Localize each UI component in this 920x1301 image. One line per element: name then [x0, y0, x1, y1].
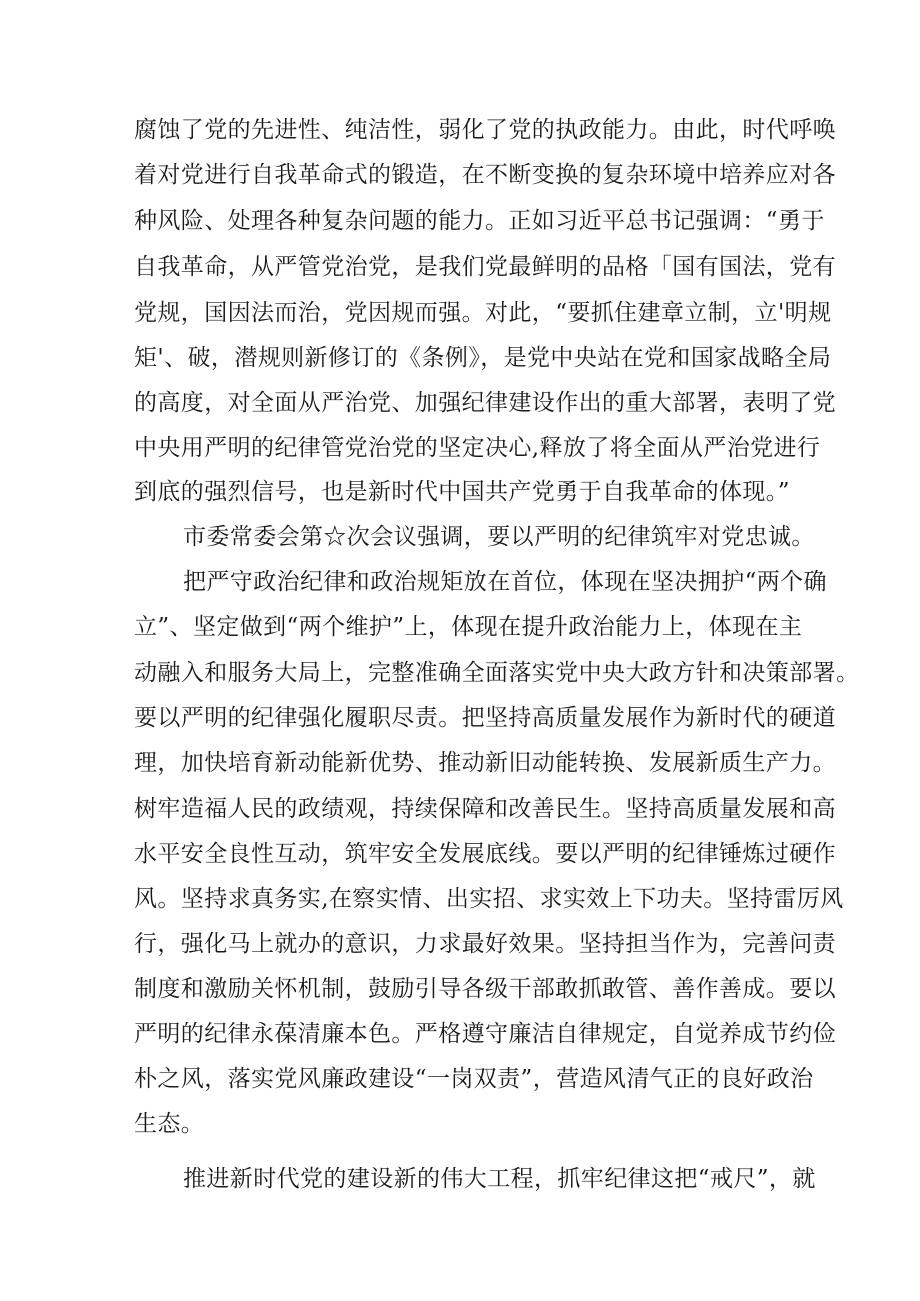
text-line: 生态。 [134, 1111, 205, 1137]
text-line: 的高度，对全面从严治党、加强纪律建设作出的重大部署，表明了党 [134, 390, 836, 416]
text-line: 着对党进行自我革命式的锻造，在不断变换的复杂环境中培养应对各 [134, 162, 836, 188]
text-line: 矩'、破，潜规则新修订的《条例》，是党中央站在党和国家战略全局 [134, 345, 832, 371]
text-line: 水平安全良性互动，筑牢安全发展底线。要以严明的纪律锤炼过硬作 [134, 841, 836, 867]
text-line: 行，强化马上就办的意识，力求最好效果。坚持担当作为，完善问责 [134, 931, 836, 957]
text-line: 要以严明的纪律强化履职尽责。把坚持高质量发展作为新时代的硬道 [134, 705, 836, 731]
text-line: 党规，国因法而治，党因规而强。对此，“要抓住建章立制，立'明规 [134, 300, 832, 326]
text-line: 风。坚持求真务实,在察实情、出实招、求实效上下功夫。坚持雷厉风 [134, 886, 844, 912]
text-line: 腐蚀了党的先进性、纯洁性，弱化了党的执政能力。由此，时代呼唤 [134, 117, 836, 143]
text-line: 树牢造福人民的政绩观，持续保障和改善民生。坚持高质量发展和高 [134, 796, 836, 822]
text-line: 中央用严明的纪律管党治党的坚定决心,释放了将全面从严治党进行 [134, 435, 821, 461]
text-line: 到底的强烈信号，也是新时代中国共产党勇于自我革命的体现。” [134, 479, 790, 505]
text-line: 自我革命，从严管党治党，是我们党最鲜明的品格「国有国法，党有 [134, 254, 836, 280]
text-line: 立”、坚定做到“两个维护”上，体现在提升政治能力上，体现在主 [134, 614, 803, 640]
text-line: 严明的纪律永葆清廉本色。严格遵守廉洁自律规定，自觉养成节约俭 [134, 1021, 836, 1047]
text-line: 理，加快培育新动能新优势、推动新旧动能转换、发展新质生产力。 [134, 750, 836, 776]
text-line: 制度和激励关怀机制，鼓励引导各级干部敢抓敢管、善作善成。要以 [134, 976, 836, 1002]
text-line: 种风险、处理各种复杂问题的能力。正如习近平总书记强调：“勇于 [134, 208, 825, 234]
paragraph-first-line: 把严守政治纪律和政治规矩放在首位，体现在坚决拥护“两个确 [183, 569, 827, 595]
text-line: 动融入和服务大局上，完整准确全面落实党中央大政方针和决策部署。 [134, 660, 860, 686]
paragraph-first-line: 推进新时代党的建设新的伟大工程，抓牢纪律这把“戒尺”，就 [183, 1166, 816, 1192]
text-line: 朴之风，落实党风廉政建设“一岗双责”，营造风清气正的良好政治 [134, 1066, 814, 1092]
paragraph-first-line: 市委常委会第☆次会议强调，要以严明的纪律筑牢对党忠诚。 [183, 524, 815, 550]
